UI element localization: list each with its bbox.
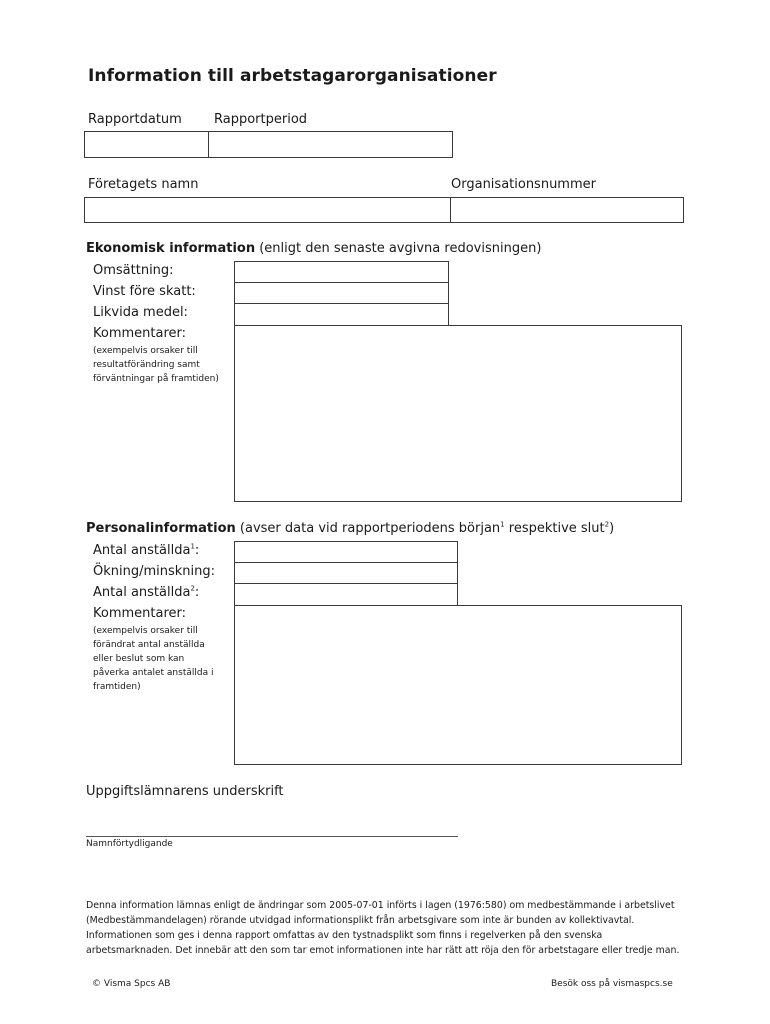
page-title: Information till arbetstagarorganisationer (88, 66, 497, 86)
personnel-heading (86, 521, 614, 536)
employees-start-field[interactable] (234, 541, 458, 563)
change-field[interactable] (234, 562, 458, 584)
revenue-label: Omsättning: (93, 263, 174, 278)
economic-comments-label: Kommentarer: (93, 326, 187, 341)
personnel-comments-field[interactable] (234, 605, 682, 765)
employees-end-text: Antal anställda (93, 585, 191, 600)
report-date-label: Rapportdatum (88, 112, 182, 127)
company-name-label: Företagets namn (88, 177, 199, 192)
report-period-field[interactable] (208, 131, 453, 158)
employees-end-sup: 2 (190, 584, 195, 593)
personnel-heading-rest-3: ) (609, 521, 615, 536)
economic-comments-field[interactable] (234, 325, 682, 502)
profit-before-tax-label: Vinst före skatt: (93, 284, 196, 299)
report-date-field[interactable] (84, 131, 209, 158)
company-name-field[interactable] (84, 197, 451, 223)
economic-heading-rest: (enligt den senaste avgivna redovisningen) (255, 241, 542, 256)
revenue-field[interactable] (234, 261, 449, 283)
personnel-comments-label: Kommentarer: (93, 606, 187, 621)
employees-start-suffix: : (194, 543, 200, 558)
economic-heading-bold: Ekonomisk information (86, 241, 256, 256)
liquid-assets-label: Likvida medel: (93, 305, 188, 320)
personnel-comments-hint: (exempelvis orsaker till förändrat antal anställda eller beslut som kan påverka antalet anställda i framtiden) (93, 626, 214, 692)
personnel-heading-rest-1: (avser data vid rapportperiodens början (235, 521, 501, 536)
org-number-label: Organisationsnummer (451, 177, 596, 192)
signature-line[interactable] (86, 836, 458, 837)
employees-start-label (93, 543, 199, 558)
report-period-label: Rapportperiod (214, 112, 308, 127)
legal-footnote: Denna information lämnas enligt de ändringar som 2005-07-01 införts i lagen (1976:580) om medbestämmande i arbetslivet (Medbestämmandelagen) rörande utvidgad informationsplikt från arbetsgivare som inte är bunden av kollektivavtal. Informationen som ges i denna rapport omfattas av den tystnadsplikt som finns i regelverken på den svenska arbetsmarknaden. Det innebär att den som tar emot informationen inte har rätt att röja den för arbetstagare eller tredje man. (86, 900, 680, 956)
change-label: Ökning/minskning: (93, 564, 216, 579)
profit-before-tax-field[interactable] (234, 282, 449, 304)
signature-label: Uppgiftslämnarens underskrift (86, 784, 284, 799)
copyright-text: © Visma Spcs AB (92, 979, 171, 989)
economic-heading (86, 241, 541, 256)
employees-end-suffix: : (194, 585, 200, 600)
employees-end-label (93, 585, 199, 600)
economic-comments-hint: (exempelvis orsaker till resultatförändring samt förväntningar på framtiden) (93, 346, 219, 384)
employees-start-sup: 1 (190, 542, 195, 551)
personnel-heading-sup-2: 2 (604, 520, 610, 529)
personnel-heading-rest-2: respektive slut (504, 521, 605, 536)
employees-start-text: Antal anställda (93, 543, 191, 558)
personnel-heading-bold: Personalinformation (86, 521, 236, 536)
name-clarification-label: Namnförtydligande (86, 839, 173, 849)
liquid-assets-field[interactable] (234, 303, 449, 326)
personnel-heading-sup-1: 1 (500, 520, 505, 529)
employees-end-field[interactable] (234, 583, 458, 606)
visit-link[interactable]: Besök oss på vismaspcs.se (551, 979, 673, 989)
org-number-field[interactable] (450, 197, 684, 223)
